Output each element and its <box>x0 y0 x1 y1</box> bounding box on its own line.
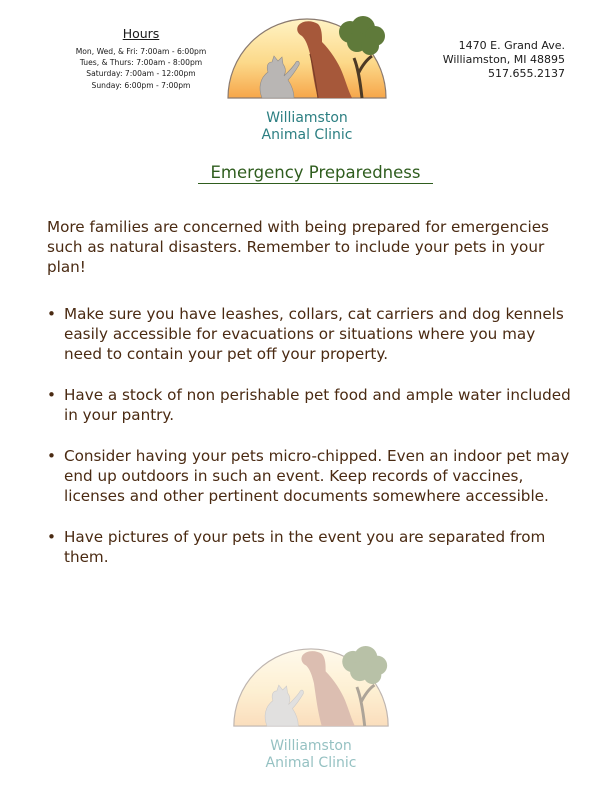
clinic-logo <box>222 10 392 150</box>
list-item: • Have a stock of non perishable pet food and ample water included in your pantry. <box>47 385 575 425</box>
logo-wordmark-line: Williamston <box>266 110 348 126</box>
list-item: • Make sure you have leashes, collars, cat carriers and dog kennels easily accessible for evacuations or situations where you may need to contain your pet off your property. <box>47 304 575 364</box>
address-street: 1470 E. Grand Ave. <box>458 39 565 52</box>
hours-line: Sunday: 6:00pm - 7:00pm <box>91 80 191 90</box>
logo-wordmark <box>228 738 394 772</box>
clinic-logo-watermark <box>228 640 394 776</box>
address-city: Williamston, MI 48895 <box>442 53 565 67</box>
hours-line: Saturday: 7:00am - 12:00pm <box>86 69 196 79</box>
logo-wordmark-line: Animal Clinic <box>265 755 357 771</box>
logo-illustration-icon <box>228 640 394 734</box>
hours-line: Mon, Wed, & Fri: 7:00am - 6:00pm <box>75 47 207 56</box>
logo-wordmark-line: Animal Clinic <box>261 127 353 143</box>
logo-wordmark <box>222 110 392 144</box>
list-item: • Have pictures of your pets in the event you are separated from them. <box>47 527 575 567</box>
tips-list <box>47 304 575 567</box>
logo-illustration-icon <box>222 10 392 106</box>
page-title: Emergency Preparedness <box>198 163 433 184</box>
list-item: • Consider having your pets micro-chipped. Even an indoor pet may end up outdoors in such an event. Keep records of vaccines, licenses and other pertinent documents somewhere accessible. <box>47 446 575 506</box>
hours-block <box>60 26 222 91</box>
hours-line: Tues, & Thurs: 7:00am - 8:00pm <box>79 58 203 68</box>
address-phone: 517.655.2137 <box>488 67 565 81</box>
hours-heading: Hours <box>122 26 160 41</box>
intro-paragraph: More families are concerned with being prepared for emergencies such as natural disasters. Remember to include your pets in your plan! <box>47 218 549 276</box>
logo-wordmark-line: Williamston <box>270 738 352 754</box>
address-block <box>443 39 565 82</box>
